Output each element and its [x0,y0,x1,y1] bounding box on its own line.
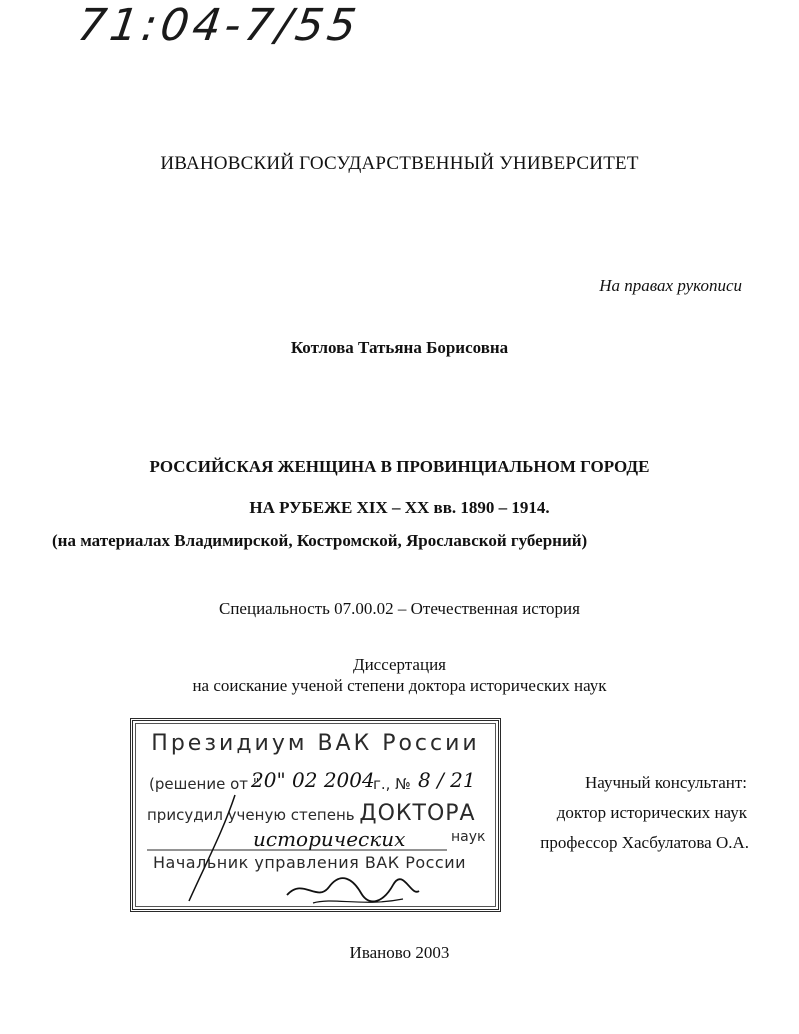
rights-note: На правах рукописи [599,276,742,295]
dissertation-label: Диссертация [352,655,446,674]
title-line-3: (на материалах Владимирской, Костромской, Ярославской губерний) [52,531,588,550]
city-year: Иваново 2003 [349,943,450,962]
specialty: Специальность 07.00.02 – Отечественная история [219,599,580,618]
university-name: ИВАНОВСКИЙ ГОСУДАРСТВЕННЫЙ УНИВЕРСИТЕТ [160,153,639,174]
stamp-field-suffix: наук [451,829,486,845]
stamp-title: Президиум ВАК России [151,731,480,756]
consultant-degree: доктор исторических наук [556,803,747,822]
stamp-decision-prefix: (решение от " [149,775,260,793]
stamp-handwritten-field: исторических [253,827,406,851]
stamp-awarded-prefix: присудил ученую степень [147,806,355,824]
stamp-degree: ДОКТОРА [359,801,476,826]
consultant-name: профессор Хасбулатова О.А. [540,833,749,852]
stamp-decision-mid: г., № [373,775,411,793]
stamp-handwritten-date: 20" 02 2004 [251,768,375,792]
stamp-handwritten-number: 8 / 21 [418,768,476,792]
signature-stroke [183,791,243,906]
dissertation-degree-line: на соискание ученой степени доктора исторических наук [192,676,607,695]
stamp-head-label: Начальник управления ВАК России [153,853,467,872]
vak-stamp [130,718,501,912]
title-line-1: РОССИЙСКАЯ ЖЕНЩИНА В ПРОВИНЦИАЛЬНОМ ГОРОДЕ [149,457,650,476]
signature-scribble [283,873,423,909]
consultant-label: Научный консультант: [585,773,747,792]
author-name: Котлова Татьяна Борисовна [290,338,509,357]
title-line-2: НА РУБЕЖЕ XIX – XX вв. 1890 – 1914. [249,498,550,517]
archive-handwritten-number: 71:04-7/55 [74,0,364,51]
